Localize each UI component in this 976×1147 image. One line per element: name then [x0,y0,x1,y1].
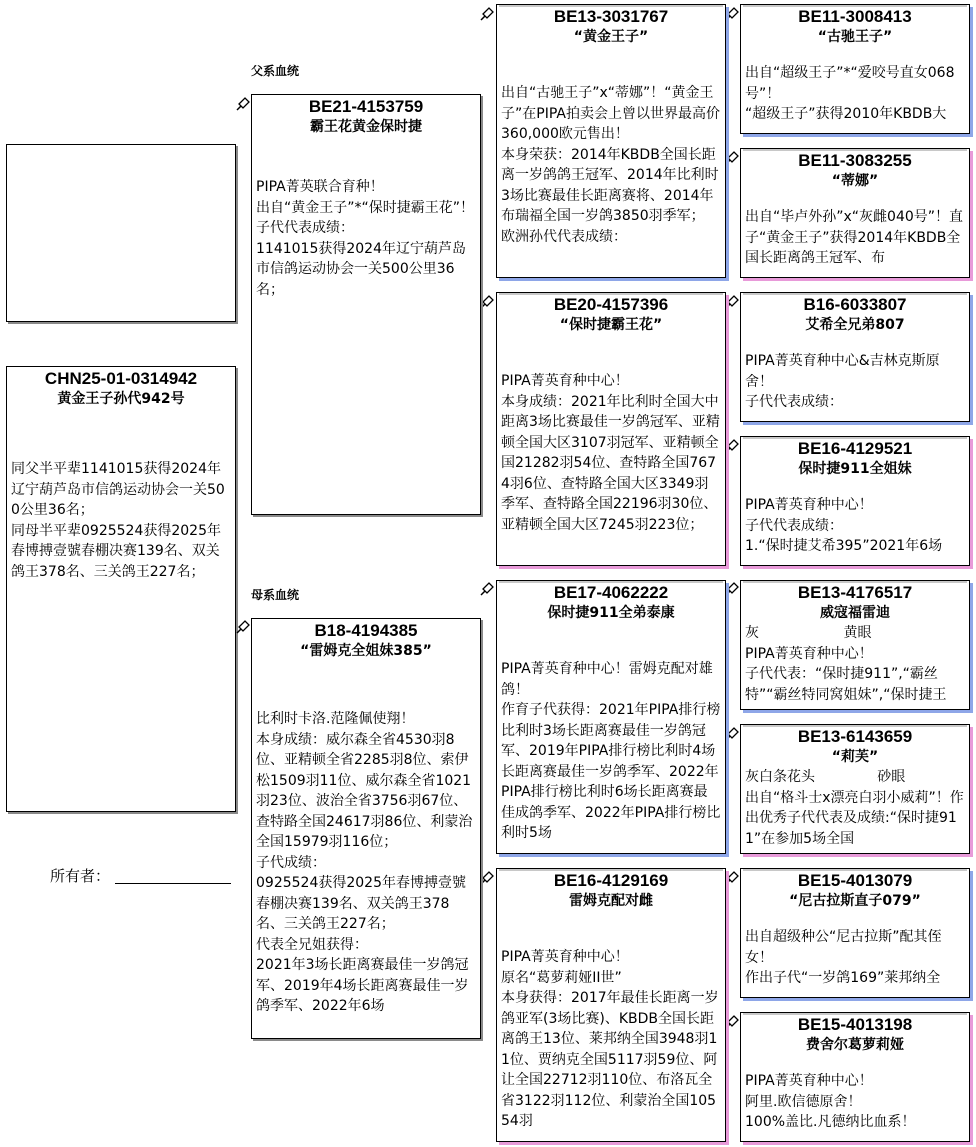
pin-icon [725,1013,741,1029]
card-text: PIPA菁英育种中心！雷姆克配对雄鸽！ 作育子代获得：2021年PIPA排行榜比利时3场长距离赛最佳一岁鸽冠军、2019年PIPA排行榜比利时4场长距离赛最佳一岁鸽季军、2022年PIPA排行榜比利时6场长距离赛最佳成鸽季军、2022年PIPA排行榜比利时5场 [501,661,721,841]
card-id: BE15-4013079 [797,871,913,890]
card-id: BE11-3008413 [798,7,912,26]
owner-signature-line[interactable] [115,883,231,884]
card-top-edge [743,869,967,871]
card-id: BE15-4013198 [797,1015,913,1034]
pin-icon [725,149,741,165]
pin-icon [480,293,496,309]
card-top-edge [743,1013,967,1015]
card-text: 灰 黄眼 PIPA菁英育种中心！ 子代代表：“保时捷911”,“霸丝特”“霸丝特同窝姐妹”,“保时捷王 [745,625,947,703]
pin-icon [725,725,741,741]
card-id: BE20-4157396 [553,295,669,314]
card-top-edge [743,149,967,151]
card-name: 威寇福雷迪 [820,605,890,621]
dam-id: B18-4194385 [314,621,418,640]
card-name: 雷姆克配对雌 [569,893,653,909]
card-top-edge [743,581,967,583]
sds-card [740,292,970,422]
card-top-edge [499,581,723,583]
ddd-card [740,1012,970,1142]
dam-text: 比利时卡洛.范隆佩使翔！ 本身成绩：威尔森全省4530羽8位、亚精顿全省2285羽8位、索伊松1509羽11位、威尔森全省1021羽23位、波治全省3756羽67位、查特路全国24617羽86位、利蒙治全国15979羽116位； 子代成绩： 0925524获得2025年春博搏壹號春棚决赛139名、双关鸽王378名、三关鸽王227名； 代表全兄姐获得： 2021年3场长距离赛最佳一岁鸽冠军、2019年4场长距离赛最佳一岁鸽季军、2022年6场 [256,711,473,1014]
sdd-card [740,436,970,566]
pin-icon [725,293,741,309]
card-top-edge [499,293,723,295]
dss-card [740,580,970,710]
pin-icon [480,580,496,596]
pin-icon [480,5,496,21]
card-text: PIPA菁英育种中心！ 子代代表成绩： 1.“保时捷艾希395”2021年6场 [745,497,943,554]
card-id: B16-6033807 [803,295,907,314]
subject-text: 同父半平辈1141015获得2024年辽宁葫芦岛市信鸽运动协会一关500公里36名； 同母半平辈0925524获得2025年春博搏壹號春棚决赛139名、双关鸽王378名、三关鸽王227名； [11,461,225,580]
sire-line-label: 父系血统 [251,64,300,78]
card-name: 费舍尔葛萝莉娅 [806,1037,904,1053]
dsd-card [740,724,970,854]
subject-id: CHN25-01-0314942 [44,369,198,388]
dam-line-label: 母系血统 [251,588,300,602]
card-name: “蒂娜” [831,173,879,189]
card-text: 出自超级种公“尼古拉斯”配其侄女！ 作出子代“一岁鸽169”莱邦纳全 [745,929,942,986]
dam-card [251,618,481,1039]
card-top-edge [743,725,967,727]
card-id: BE11-3083255 [798,151,912,170]
card-text: 出自“超级王子”*“爱咬号直女068号”！ “超级王子”获得2010年KBDB大 [745,65,955,122]
dam-sire-card [496,580,726,854]
dds-card [740,868,970,998]
pin-icon [236,95,252,111]
card-text: PIPA菁英育种中心&吉林克斯原舍！ 子代代表成绩： [745,353,940,410]
sire-sire-card [496,4,726,278]
card-id: BE13-4176517 [797,583,913,602]
sss-card [740,4,970,134]
pin-icon [480,869,496,885]
subject-card [6,366,236,812]
card-name: “莉芙” [831,749,879,765]
card-name: “古驰王子” [817,29,893,45]
pin-icon [725,437,741,453]
card-name: “尼古拉斯直子079” [789,893,921,909]
card-id: BE13-6143659 [797,727,913,746]
sire-dam-card [496,292,726,566]
pin-icon [725,869,741,885]
card-name: “黄金王子” [573,29,649,45]
card-top-edge [743,437,967,439]
card-id: BE17-4062222 [553,583,669,602]
sire-id: BE21-4153759 [308,97,424,116]
dam-name: “雷姆克全姐妹385” [300,643,432,659]
card-id: BE16-4129521 [797,439,913,458]
pin-icon [725,5,741,21]
card-text: PIPA菁英育种中心！ 阿里.欧信德原舍！ 100%盖比.凡德纳比血系！ [745,1073,916,1130]
pin-icon [725,580,741,596]
card-text: PIPA菁英育种中心！ 本身成绩：2021年比利时全国大中距离3场比赛最佳一岁鸽冠军、亚精顿全国大区3107羽冠军、亚精顿全国21282羽54位、查特路全国7674羽6位、查特路全国大区3349羽季军、查特路全国22196羽30位、亚精顿全国大区7245羽223位； [501,373,720,533]
card-name: 保时捷911全弟泰康 [547,605,675,621]
subject-name: 黄金王子孙代942号 [57,391,185,407]
photo-box [6,144,236,322]
sire-name: 霸王花黄金保时捷 [310,119,422,135]
card-text: PIPA菁英育种中心！ 原名“葛萝莉娅II世” 本身获得：2017年最佳长距离一岁鸽亚军(3场比赛)、KBDB全国长距离鸽王13位、莱邦纳全国3948羽11位、贾纳克全国5117羽59位、阿让全国22712羽110位、布洛瓦全省3122羽112位、利蒙治全国10554羽 [501,949,719,1129]
card-id: BE16-4129169 [553,871,669,890]
sire-card [251,94,481,515]
card-top-edge [743,293,967,295]
pin-icon [236,618,252,634]
card-id: BE13-3031767 [553,7,669,26]
card-top-edge [499,5,723,7]
sire-text: PIPA菁英联合育种！ 出自“黄金王子”*“保时捷霸王花”！ 子代代表成绩： 1141015获得2024年辽宁葫芦岛市信鸽运动协会一关500公里36名； [256,179,475,298]
card-name: 保时捷911全姐妹 [798,461,912,477]
ssd-card [740,148,970,278]
card-name: 艾希全兄弟807 [805,317,905,333]
card-top-edge [499,869,723,871]
card-top-edge [743,5,967,7]
card-name: “保时捷霸王花” [559,317,663,333]
card-text: 出自“古驰王子”x“蒂娜”！“黄金王子”在PIPA拍卖会上曾以世界最高价360,000欧元售出！ 本身荣获：2014年KBDB全国长距离一岁鸽鸽王冠军、2014年比利时3场比赛最佳长距离赛将、2014年布瑞福全国一岁鸽3850羽季军； 欧洲孙代代表成绩： [501,85,720,245]
owner-label: 所有者： [50,867,111,885]
dam-dam-card [496,868,726,1142]
card-text: 灰白条花头 砂眼 出自“格斗士x漂亮白羽小威莉”！作出优秀子代代表及成绩:“保时捷911”在参加5场全国 [745,769,964,847]
card-text: 出自“毕卢外孙”x“灰雌040号”！直子“黄金王子”获得2014年KBDB全国长距离鸽王冠军、布 [745,209,964,266]
